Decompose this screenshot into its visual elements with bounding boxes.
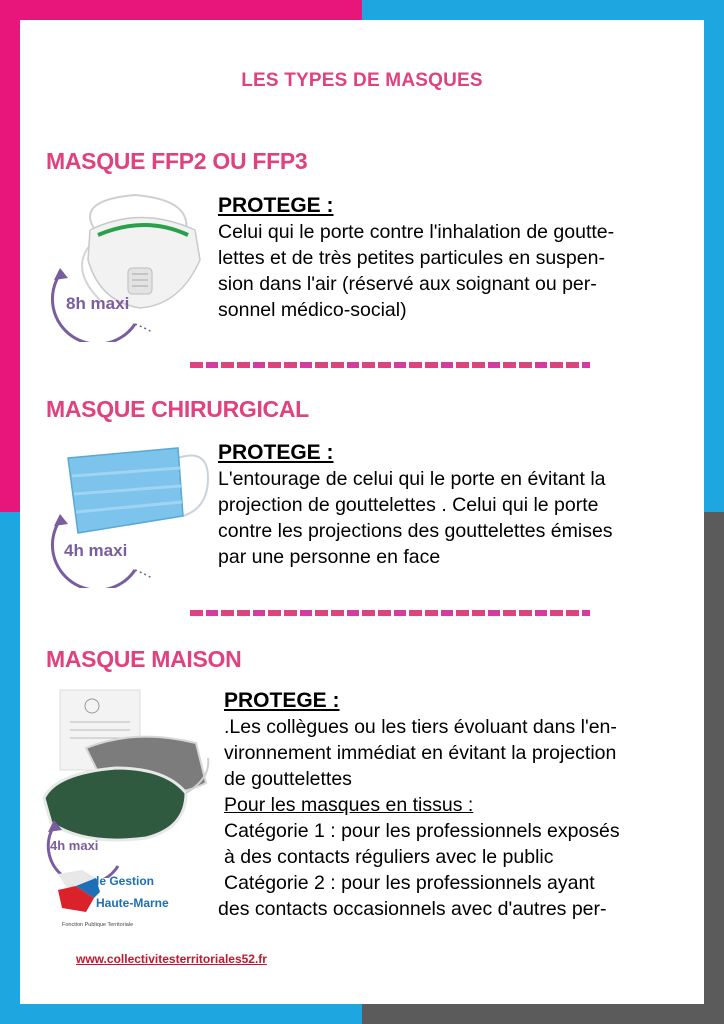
website-link[interactable]: www.collectivitesterritoriales52.fr [76,952,267,966]
body-line: vironnement immédiat en évitant la projection [224,742,617,764]
body-line: .Les collègues ou les tiers évoluant dans l'en- [224,716,617,738]
section-body-surgical [218,440,613,570]
section-body-homemade [218,688,620,922]
protege-label: PROTEGE : [218,194,334,217]
section-title-surgical: MASQUE CHIRURGICAL [46,396,309,422]
body-line: contre les projections des gouttelettes émises [218,520,613,542]
duration-badge: 4h maxi [50,838,99,853]
duration-badge: 4h maxi [64,541,128,560]
page-title: LES TYPES DE MASQUES [241,70,483,91]
section-title-homemade: MASQUE MAISON [46,646,242,672]
section-title-ffp2: MASQUE FFP2 OU FFP3 [46,148,308,174]
logo-line3: Fonction Publique Territoriale [62,922,134,928]
tissus-heading: Pour les masques en tissus : [224,794,474,816]
category-line: à des contacts réguliers avec le public [224,846,554,868]
section-divider [190,362,590,368]
category-line: Catégorie 2 : pour les professionnels ayant [224,872,595,894]
section-divider [190,610,590,616]
body-line: projection de gouttelettes . Celui qui le porte [218,494,599,516]
body-line: de gouttelettes [224,768,352,790]
body-line: sonnel médico-social) [218,299,407,321]
duration-badge: 8h maxi [66,294,130,313]
body-line: lettes et de très petites particules en suspen- [218,247,605,269]
category-line: des contacts occasionnels avec d'autres per- [218,898,607,920]
logo-line1: de Gestion [92,874,155,888]
body-line: L'entourage de celui qui le porte en évitant la [218,468,606,490]
protege-label: PROTEGE : [218,441,334,464]
protege-label: PROTEGE : [224,689,340,712]
section-body-ffp2 [218,193,614,323]
body-line: par une personne en face [218,546,441,568]
body-line: sion dans l'air (réservé aux soignant ou per- [218,273,597,295]
body-line: Celui qui le porte contre l'inhalation de goutte- [218,221,615,243]
cdg-logo [52,868,192,930]
category-line: Catégorie 1 : pour les professionnels exposés [224,820,620,842]
logo-line2: Haute-Marne [96,896,169,910]
